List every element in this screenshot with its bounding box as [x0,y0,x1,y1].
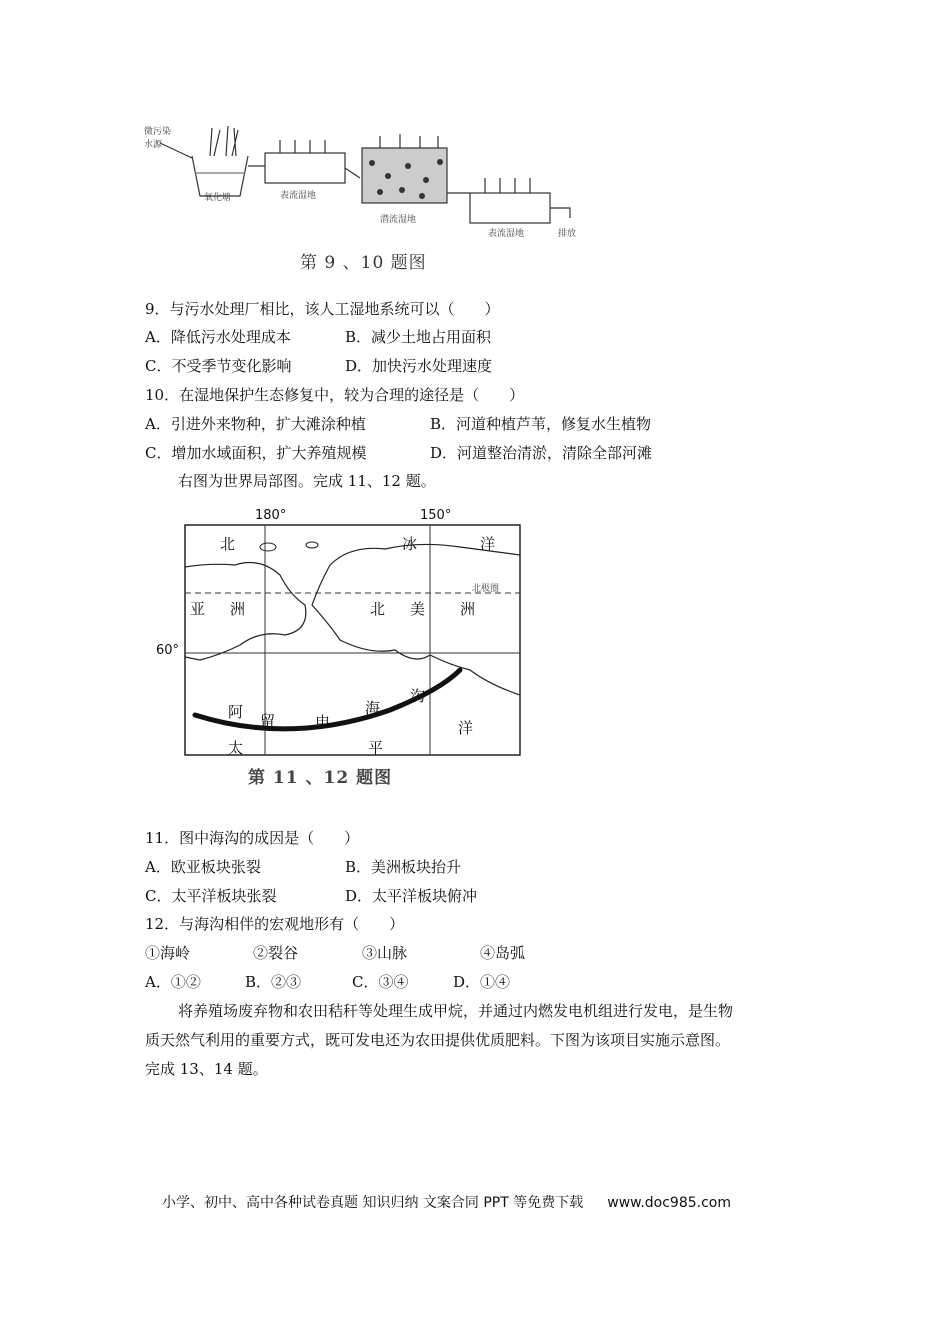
q12-option-c: C．③④ [352,973,409,991]
q10-option-b: B．河道种植芦苇，修复水生植物 [430,415,652,433]
q11-stem: 11．图中海沟的成因是（ ） [145,829,360,847]
map-coord-180: 180° [255,508,287,523]
q11-option-d: D．太平洋板块俯冲 [345,887,478,905]
q12-stem: 12．与海沟相伴的宏观地形有（ ） [145,915,405,933]
q9-stem: 9．与污水处理厂相比，该人工湿地系统可以（ ） [145,300,500,318]
map-coord-150: 150° [420,508,452,523]
map-label-bei: 北 [220,535,236,553]
label-discharge: 排放 [558,229,577,239]
map-label-ya: 亚 [190,600,206,618]
map-arctic-circle: 北极圈 [472,584,500,594]
intro-11-12: 右图为世界局部图。完成 11、12 题。 [178,472,436,490]
map-label-yang2: 洋 [458,719,474,737]
map-drawing [140,505,530,795]
q10-option-d: D．河道整治清淤，清除全部河滩 [430,444,653,462]
passage-line-3: 完成 13、14 题。 [145,1060,268,1078]
q10-option-a: A．引进外来物种，扩大滩涂种植 [145,415,366,433]
q12-option-a: A．①② [145,973,201,991]
q11-option-c: C．太平洋板块张裂 [145,887,277,905]
q12-item-3: ③山脉 [362,944,408,962]
q12-option-d: D．①④ [453,973,511,991]
footer-text: 小学、初中、高中各种试卷真题 知识归纳 文案合同 PPT 等免费下载 [162,1195,584,1211]
q10-option-c: C．增加水域面积，扩大养殖规模 [145,444,367,462]
q12-item-2: ②裂谷 [253,944,299,962]
q12-item-4: ④岛弧 [480,944,526,962]
q9-option-b: B．减少土地占用面积 [345,328,492,346]
label-surface-wetland-2: 表流湿地 [488,229,525,239]
map-figure [140,505,530,805]
map-label-tai: 太 [228,739,244,757]
map-label-a: 阿 [228,703,244,721]
wetland-figure [140,118,600,278]
map-coord-60: 60° [156,643,180,658]
q12-option-b: B．②③ [245,973,302,991]
label-inlet: 微污染 水源 [144,127,172,150]
q9-option-d: D．加快污水处理速度 [345,357,493,375]
label-surface-wetland-1: 表流湿地 [280,191,317,201]
figure1-caption: 第 9 、10 题图 [300,253,427,273]
figure2-caption: 第 11 、12 题图 [248,768,393,788]
passage-line-1: 将养殖场废弃物和农田秸秆等处理生成甲烷，并通过内燃发电机组进行发电，是生物 [178,1002,734,1020]
map-label-hai: 海 [365,699,381,717]
q9-option-a: A．降低污水处理成本 [145,328,291,346]
label-subsurface-wetland: 潜流湿地 [380,215,417,225]
footer-url[interactable]: www.doc985.com [607,1195,731,1211]
map-label-yang1: 洋 [480,535,496,553]
map-label-zhou2: 洲 [460,600,476,618]
footer [162,1192,731,1212]
q12-item-1: ①海岭 [145,944,191,962]
map-label-bei2: 北 [370,600,386,618]
label-oxidation-pond: 氧化塘 [204,193,232,203]
q11-option-b: B．美洲板块抬升 [345,858,462,876]
map-label-bing: 冰 [402,535,418,553]
passage-line-2: 质天然气利用的重要方式，既可发电还为农田提供优质肥料。下图为该项目实施示意图。 [145,1031,731,1049]
q9-option-c: C．不受季节变化影响 [145,357,292,375]
map-label-mei: 美 [410,600,426,618]
map-label-gou: 沟 [410,687,426,705]
q10-stem: 10．在湿地保护生态修复中，较为合理的途径是（ ） [145,386,525,404]
map-label-shen: 申 [315,713,331,731]
wetland-diagram [140,118,600,248]
map-label-zhou1: 洲 [230,600,246,618]
map-label-ping: 平 [368,739,384,757]
map-label-liu: 留 [260,712,276,730]
q11-option-a: A．欧亚板块张裂 [145,858,261,876]
